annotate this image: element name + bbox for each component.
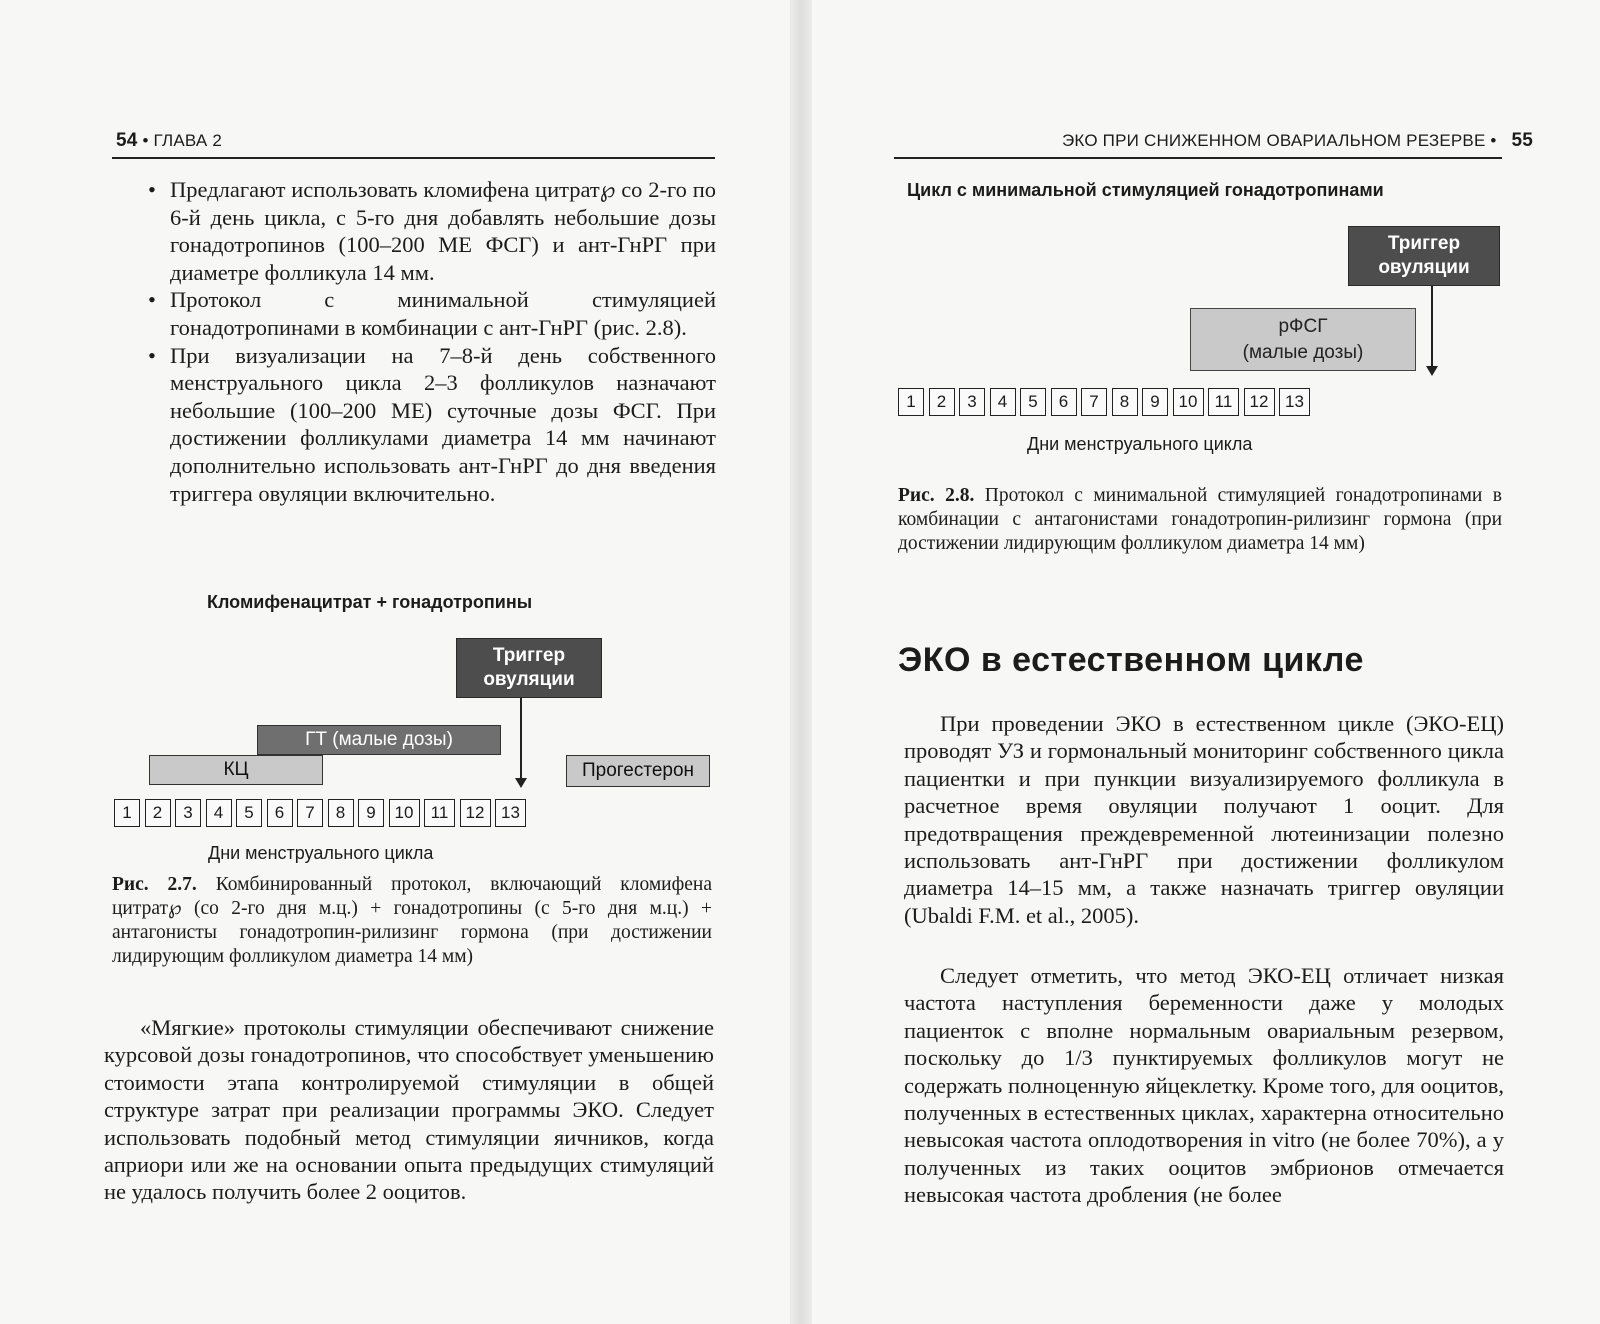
fig-2-7-caption-label: Рис. 2.7. [112,874,197,895]
bullet-item: • Предлагают использовать кломифена цитрат℘ со 2-го по 6-й день цикла, с 5-го дня добавлять небольшие дозы гонадотропинов (100–200 МЕ ФСГ) и ант-ГнРГ при диаметре фолликула 14 мм. [148,176,716,286]
day-cell: 13 [495,799,526,827]
day-cell: 11 [1208,388,1239,416]
day-cell: 4 [206,799,232,827]
day-cell: 1 [114,799,140,827]
right-running-title: ЭКО ПРИ СНИЖЕННОМ ОВАРИАЛЬНОМ РЕЗЕРВЕ • [1062,131,1497,150]
book-gutter [790,0,812,1324]
fig-2-7-caption [112,873,712,969]
bullet-item: • Протокол с минимальной стимуляцией гонадотропинами в комбинации с ант-ГнРГ (рис. 2.8). [148,286,716,341]
day-cell: 7 [297,799,323,827]
day-cell: 6 [1051,388,1077,416]
fig-2-8-caption [898,484,1502,556]
fig-2-7-axis-label: Дни менструального цикла [208,843,434,863]
day-cell: 8 [328,799,354,827]
day-cell: 8 [1112,388,1138,416]
day-cell: 3 [175,799,201,827]
figure-2-8-title: Цикл с минимальной стимуляцией гонадотропинами [907,180,1384,200]
fig-2-8-caption-label: Рис. 2.8. [898,485,975,506]
day-row-fig-2-8 [898,388,1310,416]
left-header-rule [112,157,715,159]
bullet-list [148,176,716,507]
day-cell: 9 [1142,388,1168,416]
rfsg-bar [1190,308,1416,371]
left-chapter-title: • ГЛАВА 2 [142,131,222,150]
fig-2-7-caption-text: Комбинированный протокол, включающий кломифена цитрат℘ (со 2-го дня м.ц.) + гонадотропины (с 5-го дня м.ц.) + антагонисты гонадотропин-рилизинг гормона (при достижении лидирующим фолликулом диаметра 14 мм) [112,874,713,967]
gt-bar: ГТ (малые дозы) [257,725,501,755]
day-cell: 11 [424,799,455,827]
right-body-paragraph: Следует отметить, что метод ЭКО-ЕЦ отличает низкая частота наступления беременности даже у молодых пациенток с вполне нормальным овариальным резервом, поскольку до 1/3 пунктируемых фолликулов могут не содержать полноценную яйцеклетку. Кроме того, для ооцитов, полученных в естественных циклах, характерна относительно невысокая частота оплодотворения in vitro (не более 70%), а у полученных из таких ооцитов эмбрионов отмечается невысокая частота дробления (не более [904,963,1504,1208]
left-page-number: 54 [116,130,138,151]
rfsg-label-line1: рФСГ [1278,315,1328,337]
right-page-number: 55 [1511,130,1534,151]
day-cell: 2 [929,388,955,416]
day-cell: 5 [1020,388,1046,416]
figure-2-7-title: Кломифенацитрат + гонадотропины [207,592,533,612]
day-cell: 5 [236,799,262,827]
right-body-paragraph: При проведении ЭКО в естественном цикле (ЭКО-ЕЦ) проводят УЗ и гормональный мониторинг собственного цикла пациентки и при пункции визуализируемого фолликула в расчетное время овуляции получают 1 ооцит. Для предотвращения преждевременной лютеинизации полезно использовать ант-ГнРГ при достижении фолликулом диаметра 14–15 мм, а также назначать триггер овуляции (Ubaldi F.M. et al., 2005). [904,711,1504,928]
day-cell: 2 [145,799,171,827]
day-cell: 10 [389,799,420,827]
kc-bar: КЦ [149,755,323,785]
trigger-arrow-line [520,698,522,778]
day-cell: 10 [1173,388,1204,416]
bullet-item: • При визуализации на 7–8-й день собственного менструального цикла 2–3 фолликулов назначают небольшие (100–200 МЕ) суточные дозы ФСГ. При достижении фолликулами диаметра 14 мм начинают дополнительно использовать ант-ГнРГ до дня введения триггера овуляции включительно. [148,342,716,508]
trigger-arrow-line [1431,286,1433,366]
section-title: ЭКО в естественном цикле [898,641,1364,679]
day-cell: 12 [460,799,491,827]
day-cell: 1 [898,388,924,416]
day-cell: 6 [267,799,293,827]
right-page-header [1062,130,1533,152]
rfsg-label-line2: (малые дозы) [1242,341,1364,363]
day-cell: 7 [1081,388,1107,416]
day-row-fig-2-7 [114,799,526,827]
left-body-paragraph: «Мягкие» протоколы стимуляции обеспечивают снижение курсовой дозы гонадотропинов, что способствует уменьшению стоимости этапа контролируемой стимуляции в общей структуре затрат при реализации программы ЭКО. Следует использовать подобный метод стимуляции яичников, когда априори или же на основании опыта предыдущих стимуляций не удалось получить более 2 ооцитов. [104,1015,714,1205]
day-cell: 4 [990,388,1016,416]
left-page-header [116,130,222,152]
fig-2-8-caption-text: Протокол с минимальной стимуляцией гонадотропинами в комбинации с антагонистами гонадотропин-рилизинг гормона (при достижении лидирующим фолликулом диаметра 14 мм) [898,485,1502,554]
day-cell: 12 [1244,388,1275,416]
trigger-box: Триггер овуляции [1348,226,1500,286]
progesterone-bar: Прогестерон [566,755,710,787]
fig-2-8-axis-label: Дни менструального цикла [1027,434,1253,454]
day-cell: 13 [1279,388,1310,416]
day-cell: 3 [959,388,985,416]
trigger-arrowhead [515,778,527,788]
right-header-rule [894,157,1502,159]
day-cell: 9 [358,799,384,827]
trigger-box: Триггер овуляции [456,638,602,698]
trigger-arrowhead [1426,366,1438,376]
